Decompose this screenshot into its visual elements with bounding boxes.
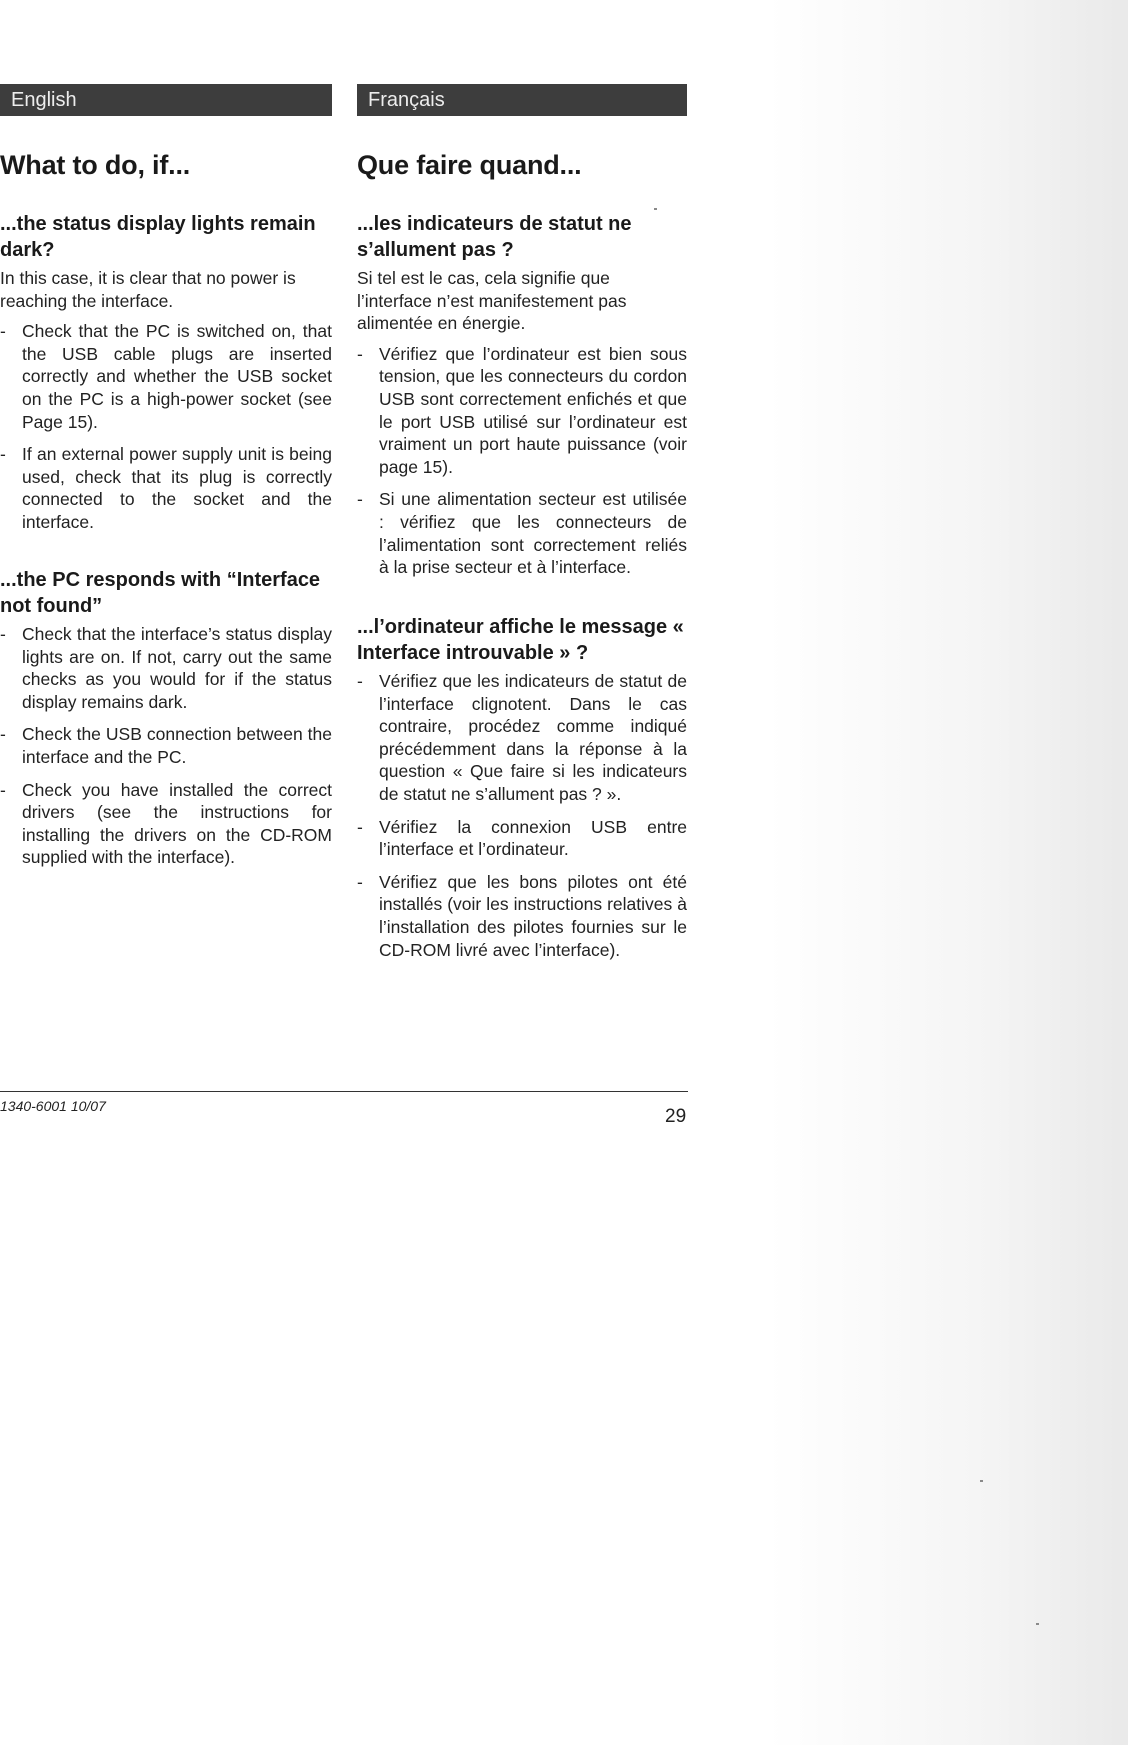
english-q1-heading: ...the status display lights remain dark?: [0, 213, 316, 261]
list-item-text: Vérifiez que l’ordinateur est bien sous tension, que les connecteurs du cordon USB sont correctement enfichés et que le port USB utilisé sur l’ordinateur est vraiment un port haute puissance (voir page 15).: [379, 343, 687, 477]
french-q2-list: [357, 670, 687, 961]
dash-bullet: -: [0, 779, 6, 800]
english-section-status-dark: [0, 211, 332, 544]
scan-speck: [654, 208, 657, 210]
english-q2-heading: ...the PC responds with “Interface not found”: [0, 569, 321, 617]
list-item-text: If an external power supply unit is being used, check that its plug is correctly connected to the socket and the interface.: [22, 444, 332, 532]
list-item: [0, 320, 332, 433]
french-q1-intro: Si tel est le cas, cela signifie que l’interface n’est manifestement pas alimentée en énergie.: [357, 268, 627, 334]
list-item-text: Check that the interface’s status display lights are on. If not, carry out the same checks as you would for if the status display remains dark.: [22, 624, 332, 712]
list-item-text: Check that the PC is switched on, that the USB cable plugs are inserted correctly and whether the USB socket on the PC is a high-power socket (see Page 15).: [22, 321, 332, 432]
list-item: [0, 443, 332, 533]
french-section-interface-introuvable: [357, 614, 687, 971]
french-q1-heading: ...les indicateurs de statut ne s’allument pas ?: [357, 213, 632, 261]
list-item-text: Vérifiez que les bons pilotes ont été installés (voir les instructions relatives à l’installation des pilotes fournies sur le CD-ROM livré avec l’interface).: [379, 871, 687, 960]
english-q1-intro: In this case, it is clear that no power is reaching the interface.: [0, 268, 296, 311]
dash-bullet: -: [0, 624, 6, 644]
list-item-text: Vérifiez la connexion USB entre l’interface et l’ordinateur.: [379, 816, 687, 860]
list-item: [357, 816, 687, 861]
english-section-interface-not-found: [0, 567, 332, 879]
scan-speck: [980, 1480, 983, 1482]
french-title: Que faire quand...: [357, 150, 582, 180]
list-item: [357, 343, 687, 479]
list-item: [357, 871, 687, 961]
dash-bullet: -: [0, 724, 6, 745]
list-item-text: Check the USB connection between the interface and the PC.: [22, 724, 332, 767]
french-q2-heading: ...l’ordinateur affiche le message « Interface introuvable » ?: [357, 616, 684, 664]
list-item: [357, 670, 687, 806]
list-item-text: Si une alimentation secteur est utilisée : vérifiez que les connecteurs de l’alimentation sont correctement reliés à la prise secteur et à l’interface.: [379, 489, 687, 578]
language-bar-french: Français: [357, 84, 687, 116]
english-q1-list: [0, 320, 332, 533]
english-title: What to do, if...: [0, 150, 191, 180]
english-column: [0, 84, 332, 868]
language-bar-english: English: [0, 84, 332, 116]
page-edge-shadow: [768, 0, 1128, 1745]
list-item: [0, 779, 332, 869]
english-q2-list: [0, 623, 332, 869]
list-item: [357, 488, 687, 578]
dash-bullet: -: [357, 816, 363, 837]
dash-bullet: -: [357, 871, 363, 892]
dash-bullet: -: [0, 321, 6, 342]
dash-bullet: -: [0, 444, 6, 465]
list-item-text: Check you have installed the correct drivers (see the instructions for installing the drivers on the CD-ROM supplied with the interface).: [22, 779, 332, 868]
french-column: [357, 84, 687, 960]
list-item: [0, 723, 332, 768]
list-item: [0, 623, 332, 713]
dash-bullet: -: [357, 489, 363, 510]
french-q1-list: [357, 343, 687, 579]
french-section-statut: [357, 211, 687, 589]
page-number: 29: [665, 1106, 687, 1127]
scan-speck: [1036, 1623, 1039, 1625]
footer-rule: [0, 1091, 688, 1092]
dash-bullet: -: [357, 671, 363, 691]
dash-bullet: -: [357, 343, 363, 364]
document-code: 1340-6001 10/07: [0, 1098, 106, 1114]
list-item-text: Vérifiez que les indicateurs de statut de l’interface clignotent. Dans le cas contraire, procédez comme indiqué précédemment dans la réponse à la question « Que faire si les indicateurs de statut ne s’allument pas ? ».: [379, 671, 687, 804]
